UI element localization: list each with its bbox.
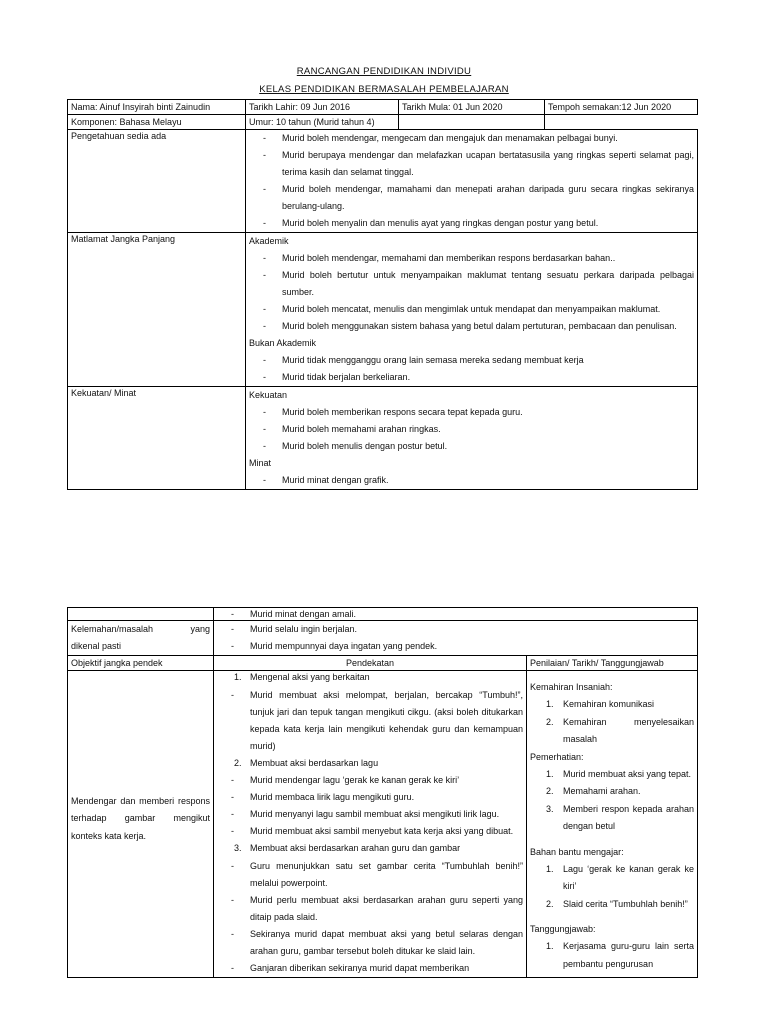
list-item: - Murid boleh memahami arahan ringkas. [263,424,441,434]
pengetahuan-content [246,130,698,233]
empty-cell [399,115,545,130]
list-item: - Murid boleh mendengar, mengecam dan mengajuk dan menamakan pelbagai bunyi. [263,133,618,143]
tarikh-mula-cell: Tarikh Mula: 01 Jun 2020 [399,100,545,115]
empty-cell [68,608,214,621]
pengetahuan-label: Pengetahuan sedia ada [68,130,246,233]
list-item: - Murid mendengar lagu ‘gerak ke kanan gerak ke kiri’ [231,775,460,785]
list-item: - Murid selalu ingin berjalan. [231,624,358,634]
list-item: - Murid berupaya mendengar dan melafazkan ucapan bertatasusila yang ringkas seperti selamat pagi, terima kasih dan selamat tinggal. [263,150,694,177]
kelemahan-label: Kelemahan/masalah yang dikenal pasti [68,621,214,656]
list-item: - Murid membuat aksi sambil menyebut kata kerja aksi yang dibuat. [231,826,514,836]
list-item: - Murid boleh mendengar, memahami dan memberikan respons berdasarkan bahan.. [263,253,616,263]
matlamat-content [246,233,698,387]
list-item: - Murid boleh bertutur untuk menyampaikan maklumat tentang sesuatu perkara daripada pelbagai sumber. [263,270,694,297]
step-heading: 1. Mengenal aksi yang berkaitan [234,672,370,682]
bukan-akademik-heading: Bukan Akademik [249,338,317,348]
title-rancangan: RANCANGAN PENDIDIKAN INDIVIDU [296,66,472,77]
list-item: 2. Memahami arahan. [546,786,641,796]
list-item: - Sekiranya murid dapat membuat aksi yang betul selaras dengan arahan guru, gambar tersebut boleh ditukar ke slaid lain. [231,928,523,956]
rpi-table-top [67,99,698,490]
rpi-table-bottom [67,607,698,978]
list-item: 2. Kemahiran menyelesaikan masalah [546,716,694,744]
list-item: - Murid boleh menyalin dan menulis ayat yang ringkas dengan postur yang betul. [263,218,599,228]
list-item: - Murid boleh mendengar, mamahami dan menepati arahan daripada guru secara ringkas sekiranya berulang-ulang. [263,184,694,211]
list-item: 1. Kemahiran komunikasi [546,699,655,709]
kekuatan-heading: Kekuatan [249,390,288,400]
nama-cell: Nama: Ainuf Insyirah binti Zainudin [68,100,246,115]
list-item: - Murid mempunnyai daya ingatan yang pendek. [231,641,438,651]
step-heading: 2. Membuat aksi berdasarkan lagu [234,757,379,768]
empty-cell [545,115,698,130]
list-item: 3. Memberi respon kepada arahan dengan betul [546,803,694,831]
list-item: 1. Lagu ‘gerak ke kanan gerak ke kiri’ [546,863,694,891]
tempoh-cell: Tempoh semakan:12 Jun 2020 [545,100,698,115]
col-header-objektif: Objektif jangka pendek [68,656,214,671]
objektif-cell: Mendengar dan memberi respons terhadap gambar mengikut konteks kata kerja. [68,671,214,978]
matlamat-label: Matlamat Jangka Panjang [68,233,246,387]
list-item: - Murid tidak mengganggu orang lain semasa mereka sedang membuat kerja [263,355,584,365]
tarikh-lahir-cell: Tarikh Lahir: 09 Jun 2016 [246,100,399,115]
umur-cell: Umur: 10 tahun (Murid tahun 4) [246,115,399,130]
penilaian-cell [527,671,698,978]
title-kelas: KELAS PENDIDIKAN BERMASALAH PEMBELAJARAN [259,84,509,95]
list-item: - Murid boleh menulis dengan postur betul. [263,441,448,451]
col-header-penilaian: Penilaian/ Tarikh/ Tanggungjawab [527,656,698,671]
list-item: - Murid boleh memberikan respons secara tepat kepada guru. [263,407,523,417]
pemerhatian-heading: Pemerhatian: [530,751,584,762]
list-item: - Murid minat dengan grafik. [263,475,389,485]
list-item: - Murid boleh menggunakan sistem bahasa yang betul dalam pertuturan, pembacaan dan penulisan. [263,321,677,331]
list-item: 1. Murid membuat aksi yang tepat. [546,768,692,779]
list-item: - Murid membuat aksi melompat, berjalan, bercakap “Tumbuh!”, tunjuk jari dan tepuk tangan mengikuti cikgu. (aksi boleh ditukarkan kepada kata kerja lain mengikuti kehendak guru dan kemampuan murid) [231,689,523,751]
komponen-cell: Komponen: Bahasa Melayu [68,115,246,130]
tanggungjawab-heading: Tanggungjawab: [530,924,596,934]
list-item: 1. Kerjasama guru-guru lain serta pembantu pengurusan [546,941,694,969]
list-item: - Guru menunjukkan satu set gambar cerita “Tumbuhlah benih!” melalui powerpoint. [231,860,523,888]
list-item: - Murid perlu membuat aksi berdasarkan arahan guru seperti yang ditaip pada slaid. [231,894,523,922]
step-heading: 3. Membuat aksi berdasarkan arahan guru dan gambar [234,843,461,853]
bahan-heading: Bahan bantu mengajar: [530,846,624,857]
list-item: - Murid tidak berjalan berkeliaran. [263,372,411,382]
pendekatan-cell [214,671,527,978]
col-header-pendekatan: Pendekatan [214,656,527,671]
akademik-heading: Akademik [249,236,289,246]
minat-heading: Minat [249,458,272,468]
minat-cont-cell [214,608,698,621]
list-item: - Murid boleh mencatat, menulis dan mengimlak untuk mendapat dan menyampaikan maklumat. [263,304,661,314]
kekuatan-label: Kekuatan/ Minat [68,387,246,490]
kelemahan-content [214,621,698,656]
list-item: - Murid menyanyi lagu sambil membuat aksi mengikuti lirik lagu. [231,809,500,819]
kekuatan-content [246,387,698,490]
list-item: - Murid membaca lirik lagu mengikuti guru. [231,792,415,802]
list-item: 2. Slaid cerita “Tumbuhlah benih!” [546,898,688,909]
list-item: - Murid minat dengan amali. [231,609,357,619]
list-item: - Ganjaran diberikan sekiranya murid dapat memberikan [231,962,470,973]
kemahiran-heading: Kemahiran Insaniah: [530,682,613,692]
